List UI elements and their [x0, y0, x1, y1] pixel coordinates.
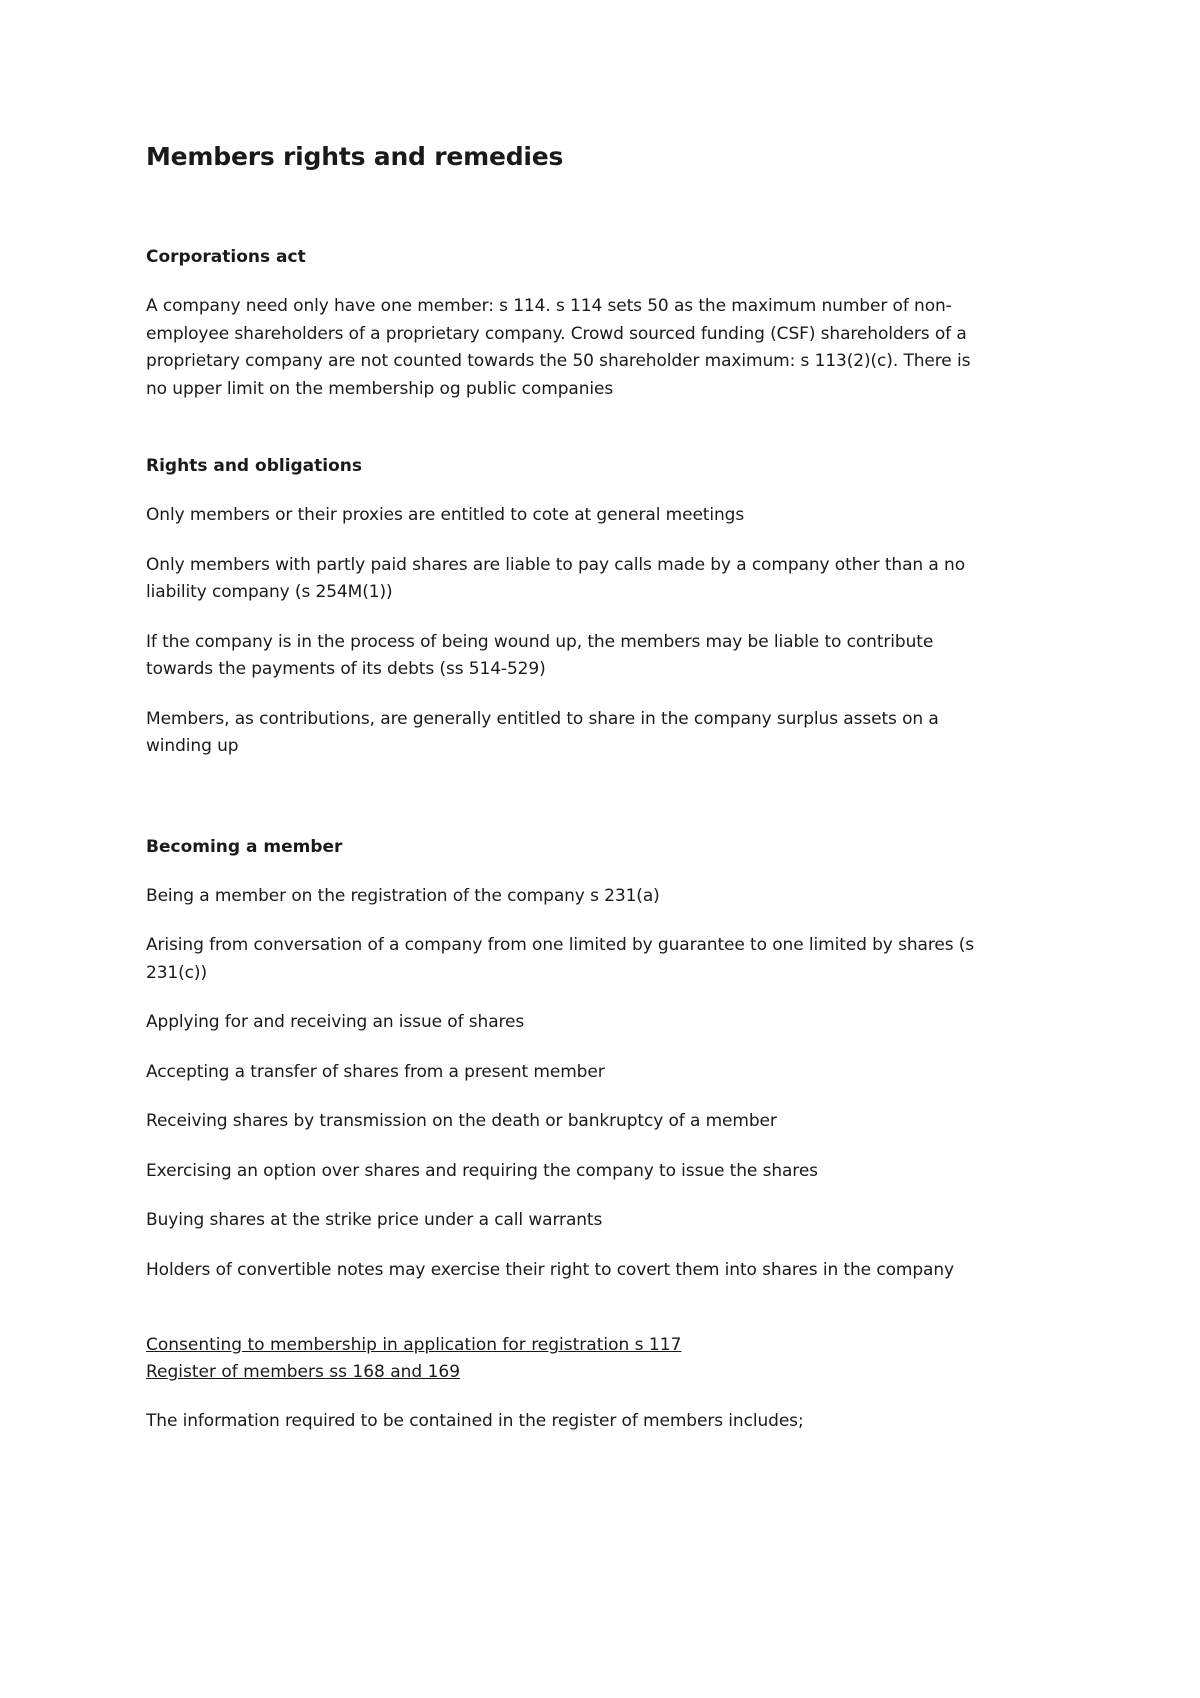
heading-becoming-member: Becoming a member	[146, 836, 343, 857]
list-item: Exercising an option over shares and requiring the company to issue the shares	[146, 1160, 818, 1181]
paragraph-winding-up-liability: If the company is in the process of being wound up, the members may be liable to contribute towards the payments of its debts (ss 514-529)	[146, 631, 934, 679]
list-item: Holders of convertible notes may exercise their right to covert them into shares in the company	[146, 1259, 954, 1280]
link-consenting-membership[interactable]: Consenting to membership in application for registration s 117	[146, 1335, 682, 1355]
list-item: Applying for and receiving an issue of shares	[146, 1012, 525, 1032]
document-title: Members rights and remedies	[146, 142, 564, 171]
link-register-of-members[interactable]: Register of members ss 168 and 169	[146, 1362, 461, 1382]
list-item: Being a member on the registration of the company s 231(a)	[146, 885, 660, 906]
paragraph-register-info: The information required to be contained in the register of members includes;	[146, 1411, 804, 1431]
paragraph-corporations-act: A company need only have one member: s 114. s 114 sets 50 as the maximum number of non-employee shareholders of a proprietary company. Crowd sourced funding (CSF) shareholders of a proprietary company are not counted towards the 50 shareholder maximum: s 113(2)(c). There is no upper limit on the membership og public companies	[146, 296, 971, 399]
list-item: Buying shares at the strike price under a call warrants	[146, 1210, 603, 1230]
heading-rights-obligations: Rights and obligations	[146, 456, 363, 476]
document-body	[146, 140, 1066, 1436]
list-item: Accepting a transfer of shares from a present member	[146, 1061, 605, 1082]
list-item: Receiving shares by transmission on the death or bankruptcy of a member	[146, 1111, 777, 1131]
list-item: Arising from conversation of a company from one limited by guarantee to one limited by shares (s 231(c))	[146, 935, 975, 983]
paragraph-calls: Only members with partly paid shares are liable to pay calls made by a company other than a no liability company (s 254M(1))	[146, 554, 965, 602]
heading-corporations-act: Corporations act	[146, 247, 306, 267]
paragraph-voting: Only members or their proxies are entitled to cote at general meetings	[146, 505, 745, 525]
paragraph-surplus-assets: Members, as contributions, are generally entitled to share in the company surplus assets on a winding up	[146, 708, 939, 756]
